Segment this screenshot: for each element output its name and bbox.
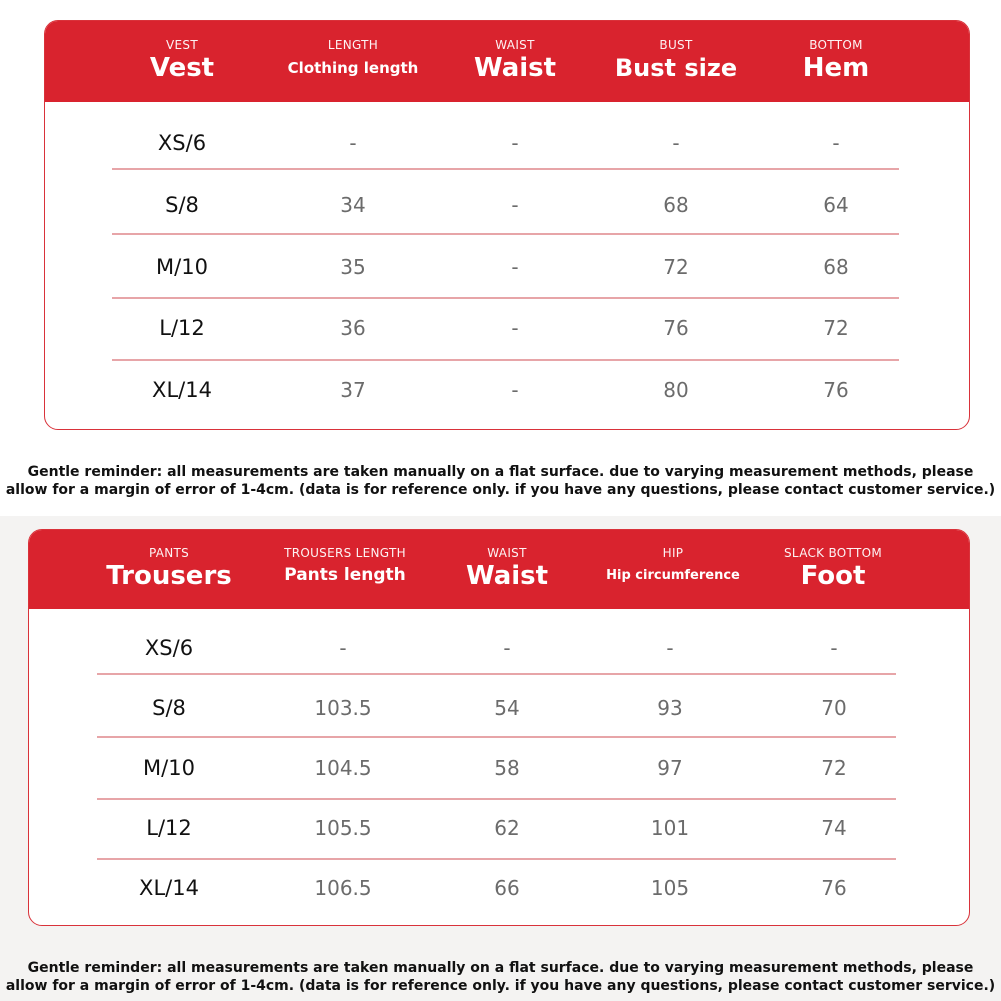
header-big-label: Clothing length [287, 59, 419, 77]
waist-value: 58 [494, 756, 520, 780]
hip-value: 93 [657, 696, 683, 720]
waist-value: - [511, 193, 519, 217]
row-divider [112, 168, 899, 170]
header-big-label: Waist [473, 53, 557, 83]
bust-value: 80 [663, 378, 689, 402]
header-big-label: Hip circumference [606, 568, 740, 583]
note-line: Gentle reminder: all measurements are taken manually on a flat surface. due to varying measurement methods, please [27, 960, 974, 976]
row-divider [97, 798, 896, 800]
vest-table-header [45, 21, 969, 102]
hip-value: 97 [657, 756, 683, 780]
header-small-label: HIP [662, 546, 684, 560]
header-small-label: WAIST [495, 38, 535, 52]
header-bottom [803, 21, 870, 83]
length-value: 35 [340, 255, 366, 279]
header-small-label: PANTS [148, 546, 190, 560]
header-big-label: Trousers [106, 561, 232, 591]
waist-value: - [503, 636, 511, 660]
waist-value: - [511, 378, 519, 402]
foot-value: - [830, 636, 838, 660]
length-value: - [349, 131, 357, 155]
vest-measurement-note [0, 463, 1001, 499]
hem-value: - [832, 131, 840, 155]
size-label: L/12 [159, 316, 205, 340]
hem-value: 68 [823, 255, 849, 279]
row-divider [112, 233, 899, 235]
length-value: 34 [340, 193, 366, 217]
bust-value: 76 [663, 316, 689, 340]
hip-value: 105 [650, 876, 690, 900]
foot-value: 76 [821, 876, 847, 900]
trousers-measurement-note [0, 959, 1001, 995]
size-label: XL/14 [152, 378, 212, 402]
header-big-label: Hem [802, 53, 870, 83]
header-big-label: Foot [800, 561, 866, 591]
header-bust [615, 21, 737, 82]
waist-value: 66 [494, 876, 520, 900]
size-label: S/8 [165, 193, 199, 217]
header-hip [606, 530, 740, 583]
header-vest [150, 21, 214, 83]
waist-value: - [511, 316, 519, 340]
header-big-label: Bust size [614, 54, 738, 82]
waist-value: 62 [494, 816, 520, 840]
waist-value: - [511, 131, 519, 155]
size-label: XS/6 [157, 131, 207, 155]
header-small-label: BOTTOM [809, 38, 863, 52]
length-value: 104.5 [314, 756, 372, 780]
bust-value: 68 [663, 193, 689, 217]
size-label: S/8 [152, 696, 186, 720]
header-big-label: Vest [149, 53, 215, 83]
waist-value: - [511, 255, 519, 279]
size-label: M/10 [156, 255, 208, 279]
length-value: 106.5 [314, 876, 372, 900]
waist-value: 54 [494, 696, 520, 720]
header-trousers-length [284, 530, 406, 585]
vest-size-table [44, 20, 970, 430]
header-slack-bottom [784, 530, 882, 591]
length-value: 105.5 [314, 816, 372, 840]
foot-value: 74 [821, 816, 847, 840]
header-small-label: VEST [166, 38, 198, 52]
bust-value: - [672, 131, 680, 155]
hem-value: 64 [823, 193, 849, 217]
row-divider [97, 673, 896, 675]
header-small-label: TROUSERS LENGTH [284, 546, 406, 560]
hip-value: - [666, 636, 674, 660]
header-waist [466, 530, 548, 591]
header-small-label: WAIST [487, 546, 527, 560]
note-line: allow for a margin of error of 1-4cm. (data is for reference only. if you have any questions, please contact customer service.) [5, 978, 996, 994]
length-value: 37 [340, 378, 366, 402]
header-big-label: Pants length [284, 565, 406, 585]
hem-value: 72 [823, 316, 849, 340]
note-line: Gentle reminder: all measurements are taken manually on a flat surface. due to varying measurement methods, please [27, 464, 974, 480]
size-label: M/10 [143, 756, 195, 780]
foot-value: 70 [821, 696, 847, 720]
hem-value: 76 [823, 378, 849, 402]
header-small-label: SLACK BOTTOM [784, 546, 882, 560]
trousers-size-table [28, 529, 970, 926]
hip-value: 101 [650, 816, 690, 840]
size-label: XS/6 [144, 636, 194, 660]
length-value: 36 [340, 316, 366, 340]
header-pants [106, 530, 231, 591]
foot-value: 72 [821, 756, 847, 780]
length-value: 103.5 [314, 696, 372, 720]
row-divider [112, 359, 899, 361]
header-small-label: LENGTH [327, 38, 379, 52]
bust-value: 72 [663, 255, 689, 279]
size-label: L/12 [146, 816, 192, 840]
row-divider [112, 297, 899, 299]
trousers-table-header [29, 530, 969, 609]
length-value: - [339, 636, 347, 660]
header-length [288, 21, 419, 77]
header-small-label: BUST [659, 38, 693, 52]
row-divider [97, 736, 896, 738]
header-waist [474, 21, 556, 83]
note-line: allow for a margin of error of 1-4cm. (data is for reference only. if you have any questions, please contact customer service.) [5, 482, 996, 498]
row-divider [97, 858, 896, 860]
header-big-label: Waist [465, 561, 549, 591]
size-label: XL/14 [139, 876, 199, 900]
